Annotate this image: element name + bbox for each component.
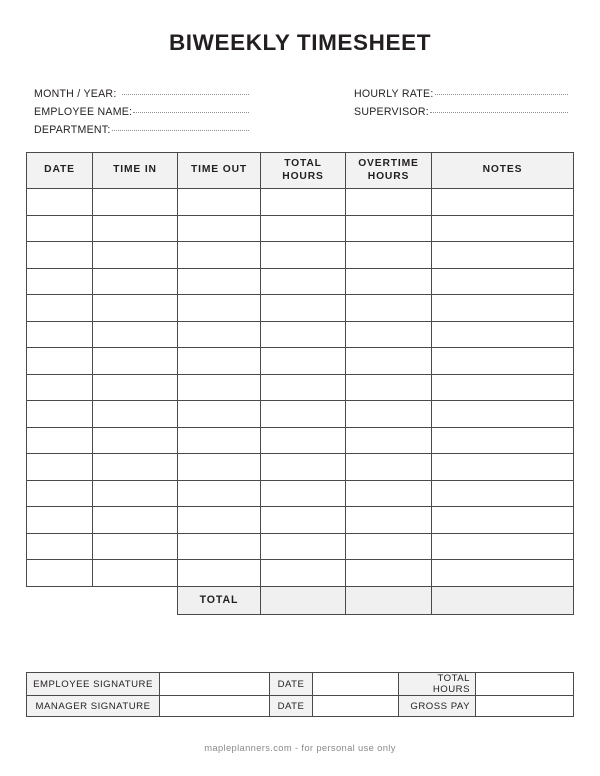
cell-time-in[interactable]: [93, 533, 178, 560]
cell-time-in[interactable]: [93, 295, 178, 322]
table-row: [27, 268, 574, 295]
cell-notes[interactable]: [432, 348, 574, 375]
cell-overtime-hours[interactable]: [346, 480, 432, 507]
cell-time-out[interactable]: [178, 348, 261, 375]
column-header-total-hours: [261, 153, 346, 189]
cell-time-out[interactable]: [178, 454, 261, 481]
signature-table: [26, 672, 574, 717]
table-row: [27, 374, 574, 401]
cell-date[interactable]: [27, 295, 93, 322]
cell-time-out[interactable]: [178, 295, 261, 322]
field-month-year-input[interactable]: [122, 94, 249, 95]
cell-date[interactable]: [27, 268, 93, 295]
cell-total-hours[interactable]: [261, 242, 346, 269]
cell-overtime-hours[interactable]: [346, 507, 432, 534]
cell-date[interactable]: [27, 427, 93, 454]
table-row: [27, 533, 574, 560]
timesheet-body: [27, 189, 574, 587]
cell-notes[interactable]: [432, 427, 574, 454]
cell-time-out[interactable]: [178, 560, 261, 587]
cell-overtime-hours[interactable]: [346, 560, 432, 587]
manager-signature-date-input[interactable]: [313, 696, 399, 717]
cell-date[interactable]: [27, 560, 93, 587]
cell-total-hours[interactable]: [261, 348, 346, 375]
column-header-overtime-hours: [346, 153, 432, 189]
cell-time-out[interactable]: [178, 401, 261, 428]
field-hourly-rate: [354, 88, 568, 106]
column-header-date-line1: DATE: [44, 164, 75, 176]
cell-time-out[interactable]: [178, 215, 261, 242]
cell-total-hours[interactable]: [261, 427, 346, 454]
manager-signature-date-label: DATE: [270, 696, 313, 717]
cell-total-hours[interactable]: [261, 374, 346, 401]
total-hours-summary-input[interactable]: [476, 673, 574, 696]
cell-notes[interactable]: [432, 401, 574, 428]
cell-total-hours[interactable]: [261, 454, 346, 481]
table-row: [27, 427, 574, 454]
column-header-time-out: [178, 153, 261, 189]
total-row-spacer-date: [27, 586, 93, 614]
column-header-time-in-line1: TIME IN: [113, 164, 157, 176]
field-department: [34, 124, 249, 142]
cell-time-in[interactable]: [93, 560, 178, 587]
cell-total-hours[interactable]: [261, 401, 346, 428]
cell-time-out[interactable]: [178, 189, 261, 216]
table-row: [27, 321, 574, 348]
cell-overtime-hours[interactable]: [346, 215, 432, 242]
field-employee-name: [34, 106, 249, 124]
column-header-overtime-hours-line2: HOURS: [367, 170, 410, 182]
cell-notes[interactable]: [432, 295, 574, 322]
cell-overtime-hours[interactable]: [346, 321, 432, 348]
cell-notes[interactable]: [432, 189, 574, 216]
field-department-label: DEPARTMENT:: [34, 124, 111, 136]
cell-overtime-hours[interactable]: [346, 348, 432, 375]
field-supervisor-input[interactable]: [430, 112, 568, 113]
total-hours-summary-label: TOTAL HOURS: [399, 673, 476, 696]
cell-time-in[interactable]: [93, 401, 178, 428]
cell-notes[interactable]: [432, 374, 574, 401]
cell-time-out[interactable]: [178, 268, 261, 295]
table-row: [27, 454, 574, 481]
cell-time-in[interactable]: [93, 189, 178, 216]
employee-signature-label: EMPLOYEE SIGNATURE: [27, 673, 160, 696]
header-fields-left: [34, 88, 249, 142]
cell-date[interactable]: [27, 480, 93, 507]
cell-time-out[interactable]: [178, 242, 261, 269]
cell-total-hours[interactable]: [261, 507, 346, 534]
table-row: [27, 295, 574, 322]
column-header-time-out-line1: TIME OUT: [191, 164, 247, 176]
table-row: [27, 215, 574, 242]
cell-notes[interactable]: [432, 321, 574, 348]
manager-signature-label: MANAGER SIGNATURE: [27, 696, 160, 717]
employee-signature-date-label: DATE: [270, 673, 313, 696]
field-supervisor-label: SUPERVISOR:: [354, 106, 429, 118]
cell-time-in[interactable]: [93, 268, 178, 295]
cell-date[interactable]: [27, 189, 93, 216]
cell-overtime-hours[interactable]: [346, 427, 432, 454]
total-row-total-hours-cell[interactable]: [261, 586, 346, 614]
cell-notes[interactable]: [432, 454, 574, 481]
cell-time-in[interactable]: [93, 507, 178, 534]
signature-row-employee: [27, 673, 574, 696]
cell-notes[interactable]: [432, 268, 574, 295]
column-header-overtime-hours-line1: OVERTIME: [358, 157, 419, 169]
cell-total-hours[interactable]: [261, 189, 346, 216]
cell-time-out[interactable]: [178, 533, 261, 560]
cell-overtime-hours[interactable]: [346, 374, 432, 401]
cell-total-hours[interactable]: [261, 215, 346, 242]
column-header-total-hours-line1: TOTAL: [284, 157, 322, 169]
cell-time-in[interactable]: [93, 427, 178, 454]
cell-date[interactable]: [27, 242, 93, 269]
cell-time-out[interactable]: [178, 374, 261, 401]
footer-credit: mapleplanners.com - for personal use only: [204, 742, 396, 753]
cell-date[interactable]: [27, 454, 93, 481]
cell-date[interactable]: [27, 533, 93, 560]
gross-pay-summary-label: GROSS PAY: [399, 696, 476, 717]
column-header-total-hours-line2: HOURS: [282, 170, 324, 182]
total-row-notes-cell[interactable]: [432, 586, 574, 614]
cell-total-hours[interactable]: [261, 480, 346, 507]
field-supervisor: [354, 106, 568, 124]
cell-date[interactable]: [27, 374, 93, 401]
cell-date[interactable]: [27, 215, 93, 242]
cell-total-hours[interactable]: [261, 321, 346, 348]
cell-overtime-hours[interactable]: [346, 533, 432, 560]
cell-time-out[interactable]: [178, 480, 261, 507]
cell-time-in[interactable]: [93, 242, 178, 269]
cell-date[interactable]: [27, 348, 93, 375]
cell-time-in[interactable]: [93, 321, 178, 348]
cell-overtime-hours[interactable]: [346, 242, 432, 269]
cell-notes[interactable]: [432, 560, 574, 587]
table-row: [27, 507, 574, 534]
timesheet-header-row: [27, 153, 574, 189]
timesheet-table: [26, 152, 574, 615]
field-department-input[interactable]: [112, 130, 249, 131]
cell-time-in[interactable]: [93, 480, 178, 507]
total-row-spacer-time-in: [93, 586, 178, 614]
timesheet-total-row: [27, 586, 574, 614]
cell-time-out[interactable]: [178, 427, 261, 454]
cell-notes[interactable]: [432, 480, 574, 507]
field-hourly-rate-label: HOURLY RATE:: [354, 88, 434, 100]
manager-signature-input[interactable]: [160, 696, 270, 717]
table-row: [27, 401, 574, 428]
header-fields-right: [354, 88, 568, 124]
cell-notes[interactable]: [432, 215, 574, 242]
total-row-overtime-hours-cell[interactable]: [346, 586, 432, 614]
cell-notes[interactable]: [432, 242, 574, 269]
table-row: [27, 348, 574, 375]
cell-time-in[interactable]: [93, 454, 178, 481]
column-header-date: [27, 153, 93, 189]
cell-total-hours[interactable]: [261, 533, 346, 560]
cell-notes[interactable]: [432, 507, 574, 534]
column-header-notes: [432, 153, 574, 189]
cell-overtime-hours[interactable]: [346, 268, 432, 295]
field-employee-name-input[interactable]: [133, 112, 249, 113]
page-title: BIWEEKLY TIMESHEET: [168, 30, 432, 55]
field-employee-name-label: EMPLOYEE NAME:: [34, 106, 133, 118]
cell-notes[interactable]: [432, 533, 574, 560]
cell-time-in[interactable]: [93, 374, 178, 401]
table-row: [27, 242, 574, 269]
cell-overtime-hours[interactable]: [346, 295, 432, 322]
table-row: [27, 560, 574, 587]
employee-signature-input[interactable]: [160, 673, 270, 696]
cell-total-hours[interactable]: [261, 295, 346, 322]
cell-time-out[interactable]: [178, 507, 261, 534]
field-month-year: [34, 88, 249, 106]
cell-overtime-hours[interactable]: [346, 189, 432, 216]
cell-time-out[interactable]: [178, 321, 261, 348]
gross-pay-summary-input[interactable]: [476, 696, 574, 717]
cell-time-in[interactable]: [93, 348, 178, 375]
cell-time-in[interactable]: [93, 215, 178, 242]
cell-overtime-hours[interactable]: [346, 454, 432, 481]
cell-total-hours[interactable]: [261, 560, 346, 587]
table-row: [27, 480, 574, 507]
cell-date[interactable]: [27, 507, 93, 534]
field-month-year-label: MONTH / YEAR:: [34, 88, 117, 100]
table-row: [27, 189, 574, 216]
cell-overtime-hours[interactable]: [346, 401, 432, 428]
cell-date[interactable]: [27, 321, 93, 348]
cell-date[interactable]: [27, 401, 93, 428]
field-hourly-rate-input[interactable]: [435, 94, 568, 95]
signature-row-manager: [27, 696, 574, 717]
cell-total-hours[interactable]: [261, 268, 346, 295]
column-header-time-in: [93, 153, 178, 189]
column-header-notes-line1: NOTES: [482, 164, 523, 176]
employee-signature-date-input[interactable]: [313, 673, 399, 696]
total-row-label: TOTAL: [178, 586, 261, 614]
